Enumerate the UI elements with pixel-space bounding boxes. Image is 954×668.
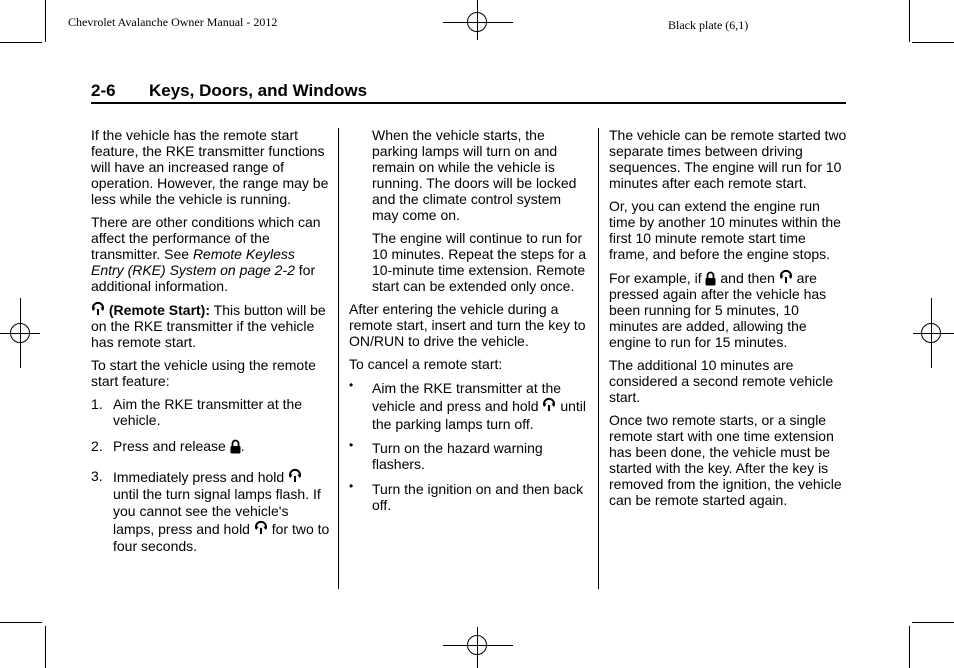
remote-start-icon [542,397,556,412]
paragraph: If the vehicle has the remote start feature, the RKE transmitter functions will have an increased range of operation. However, the range may be less while the vehicle is running. [91,127,329,207]
paragraph: There are other conditions which can affect the performance of the transmitter. See Remote Keyless Entry (RKE) System on page 2-2 for additional information. [91,214,321,294]
paragraph: To cancel a remote start: [349,356,503,372]
crop-mark [912,622,954,623]
feature-label: (Remote Start): [108,302,211,318]
section-title [91,81,846,104]
column-3 [609,127,849,515]
crop-mark [912,42,954,43]
section-heading: Keys, Doors, and Windows [149,81,368,100]
bullet-item: • Turn the ignition on and then back off. [349,479,584,513]
bullet: • [349,479,354,493]
remote-start-icon [254,520,268,535]
column-divider [338,128,339,589]
remote-start-icon [288,468,302,483]
crop-mark [45,0,46,42]
header-right: Black plate (6,1) [668,18,749,32]
paragraph: For example, if and then are pressed again after the vehicle has been running for 5 minutes, 10 minutes are added, allowing the engine to run for 15 minutes. [609,270,827,350]
crop-mark [45,626,46,668]
paragraph: To start the vehicle using the remote start feature: [91,357,316,389]
bullet: • [349,378,354,392]
remote-start-icon [779,269,793,284]
cross-reference: Remote Keyless Entry (RKE) System on page 2-2 [91,246,295,278]
paragraph: Once two remote starts, or a single remote start with one time extension has been done, the vehicle must be started with the key. After the key is removed from the ignition, the vehicle can be remote started again. [609,412,842,508]
header-left: Chevrolet Avalanche Owner Manual - 2012 [68,15,278,29]
paragraph: After entering the vehicle during a remote start, insert and turn the key to ON/RUN to drive the vehicle. [349,301,586,349]
crop-mark [0,42,42,43]
crop-mark [0,622,42,623]
paragraph: (Remote Start): This button will be on the RKE transmitter if the vehicle has remote start. [91,302,326,350]
step-item: 2. Press and release . [91,438,245,454]
bullet-item: • Aim the RKE transmitter at the vehicle and press and hold until the parking lamps turn off. [349,378,587,432]
paragraph: The vehicle can be remote started two separate times between driving sequences. The engine will run for 10 minutes after each remote start. [609,127,847,191]
bullet: • [349,438,354,452]
crop-mark [909,0,910,42]
step-item: 1. Aim the RKE transmitter at the vehicle. [91,396,303,428]
paragraph: When the vehicle starts, the parking lamps will turn on and remain on while the vehicle is running. The doors will be locked and the climate control system may come on. [372,127,577,223]
lock-icon [705,271,716,286]
step-item: 3. Immediately press and hold until the turn signal lamps flash. If you cannot see the vehicle's lamps, press and hold for two to four seconds. [91,468,330,554]
column-1 [91,127,331,565]
remote-start-icon [91,301,105,316]
paragraph: Or, you can extend the engine run time by another 10 minutes within the first 10 minute remote start time frame, and before the engine stops. [609,198,841,262]
column-divider [598,128,599,589]
paragraph: The engine will continue to run for 10 minutes. Repeat the steps for a 10-minute time extension. Remote start can be extended only once. [372,230,587,294]
crop-mark [909,626,910,668]
column-2 [349,127,589,520]
section-number: 2-6 [91,81,116,100]
lock-icon [230,439,241,454]
bullet-item: • Turn on the hazard warning flashers. [349,438,543,472]
paragraph: The additional 10 minutes are considered a second remote vehicle start. [609,357,834,405]
